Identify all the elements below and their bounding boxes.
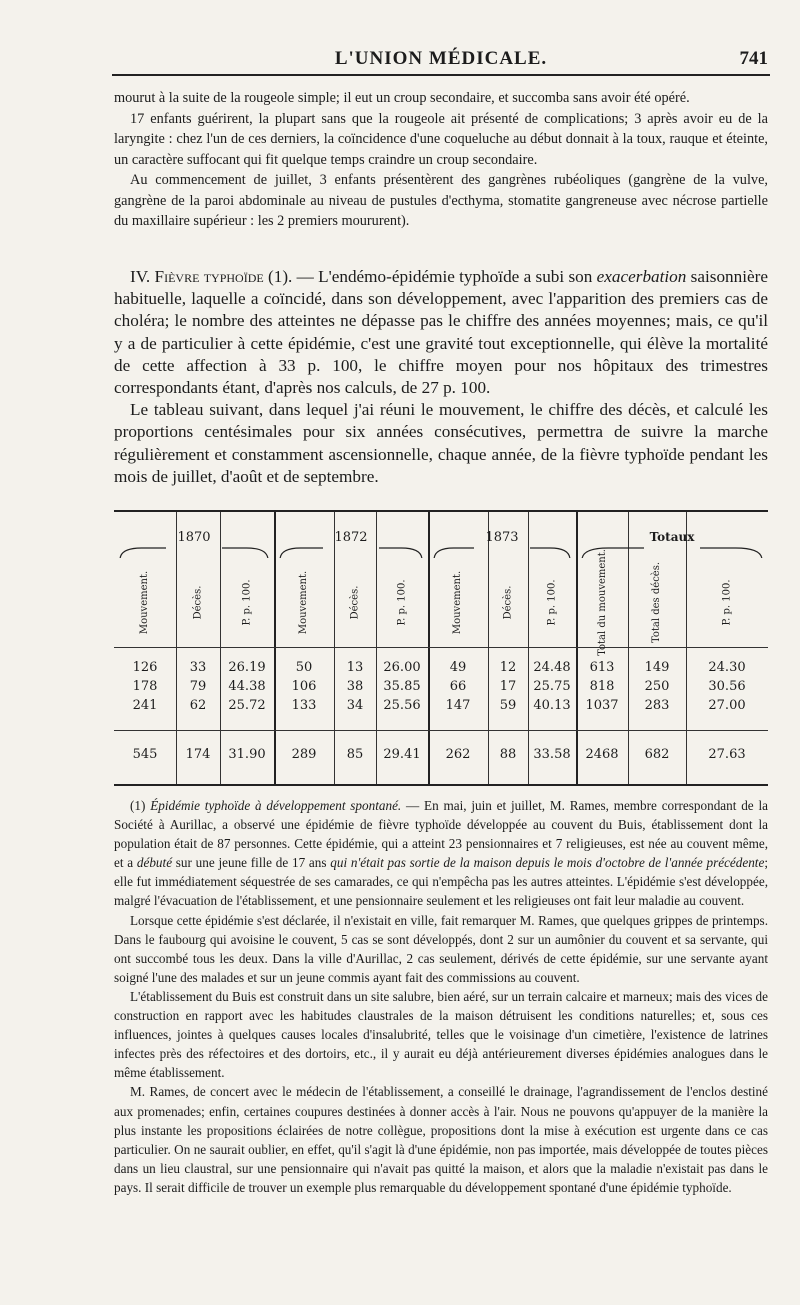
column-header [274, 560, 334, 644]
column-header [528, 560, 576, 644]
table-cell: 26.00 [383, 660, 421, 675]
table-cell: 33 [189, 660, 207, 675]
column-header-label: Décès. [349, 585, 361, 619]
table-cell: 35.85 [383, 679, 421, 694]
section-number: IV. [130, 267, 151, 286]
table-cell: 79 [189, 679, 207, 694]
running-header [112, 44, 770, 76]
footnote-ref: (1). [268, 267, 293, 286]
total-cell: 31.90 [228, 747, 266, 762]
journal-title: L'UNION MÉDICALE. [334, 48, 548, 69]
brace [279, 534, 423, 558]
column-header [488, 560, 528, 644]
brace [433, 534, 571, 558]
table-cell: 613 [589, 660, 615, 675]
footnote [114, 796, 768, 911]
table-cell: 147 [445, 698, 471, 713]
footnote-paragraph: Lorsque cette épidémie s'est déclarée, il n'existait en ville, fait remarquer M. Rames, que quelques grippes de printemps. Dans le faubourg qui avoisine le couvent, 5 cas se sont développés, dont 2 sur un aumônier du couvent et sa servante, qui ont succombé tous les deux. Dans la ville d'Aurillac, 2 cas seulement, dérivés de cette épidémie, sur une servante ayant soigné l'une des malades et sur un jeune commis ayant fait des commissions au couvent. [114, 912, 768, 985]
table-cell: 250 [644, 679, 670, 694]
footnote-paragraph: M. Rames, de concert avec le médecin de l'établissement, a conseillé le drainage, l'agrandissement de l'enclos destiné aux promenades; enfin, certaines coupures destinées à donner accès à l'air. Nous ne pouvons qu'appuyer de la manière la plus instante les propositions éclairées de notre collègue, propositions dont la mise à exécution est urgente dans ce cas particulier. On ne saurait oublier, en effet, qu'il s'agit là d'une épidémie, non pas importée, mais développée de toutes pièces dans un lieu claustral, sur une pensionnaire qui n'avait pas quitté la maison, et alors que la maladie n'existait pas dans le pays. Il serait difficile de trouver un exemple plus remarquable du développement spontané d'une épidémie typhoïde. [114, 1084, 768, 1195]
footnote-title: Épidémie typhoïde à développement spontané. [150, 798, 402, 813]
row-rule [114, 647, 768, 648]
year-header: Totaux [649, 530, 695, 544]
table-cell: 25.75 [533, 679, 571, 694]
section-typhoid [114, 266, 768, 488]
section-heading: Fièvre typhoïde [154, 267, 264, 286]
total-cell: 33.58 [533, 747, 571, 762]
column-header-label: P. p. 100. [546, 578, 558, 626]
table-cell: 25.56 [383, 698, 421, 713]
column-header-label: Mouvement. [139, 570, 151, 634]
footnote-paragraph: L'établissement du Buis est construit dans un site salubre, bien aéré, sur un terrain calcaire et marneux; mais des vices de construction en rapport avec les habitudes claustrales de la maison détruisent les conditions naturelles; et, sous ces influences, jointes à quelques causes locales d'insalubrité, telles que le voisinage d'un cimetière, l'existence de latrines infectes près des réfectoires et des dortoirs, etc., il y aurait eu déjà antérieurement diverses épidémies analogues dans le même établissement. [114, 988, 768, 1081]
total-cell: 682 [644, 747, 670, 762]
italic-term: exacerbation [596, 267, 687, 286]
column-header [428, 560, 488, 644]
column-rule [428, 512, 430, 784]
column-header-label: Mouvement. [452, 570, 464, 634]
column-header-label: P. p. 100. [241, 578, 253, 626]
footnote-italic: débuté [136, 855, 173, 871]
table-cell: 818 [589, 679, 615, 694]
column-header [686, 560, 768, 644]
table-cell: 241 [132, 698, 158, 713]
column-rule [576, 512, 578, 784]
table-cell: 44.38 [228, 679, 266, 694]
section-paragraph: Le tableau suivant, dans lequel j'ai réuni le mouvement, le chiffre des décès, et calculé les proportions centésimales pour six années consécutives, permettra de suivre la marche régulièrement et constamment ascensionnelle, chaque année, de la fièvre typhoïde pendant les mois de juillet, d'août et de septembre. [114, 400, 768, 486]
column-header [220, 560, 274, 644]
table-cell: 25.72 [228, 698, 266, 713]
table-cell: 283 [644, 698, 670, 713]
column-header-label: Mouvement. [298, 570, 310, 634]
total-cell: 174 [185, 747, 211, 762]
table-cell: 34 [346, 698, 364, 713]
table-cell: 27.00 [708, 698, 746, 713]
section-lead: — L'endémo-épidémie typhoïde a subi son [292, 267, 597, 286]
column-header [576, 548, 628, 656]
footnote-label: (1) [130, 798, 151, 813]
footnote-italic: qui n'était pas sortie de la maison depuis le mois d'octobre de l'année précédente [330, 855, 765, 871]
column-header-label: P. p. 100. [721, 578, 733, 626]
table-cell: 133 [291, 698, 317, 713]
footnote-text: sur une jeune fille de 17 ans [172, 855, 331, 871]
column-header-label: Total des décès. [651, 561, 663, 643]
table-cell: 178 [132, 679, 158, 694]
brace [581, 534, 763, 558]
table-cell: 24.48 [533, 660, 571, 675]
table-cell: 50 [295, 660, 313, 675]
column-header-label: Total du mouvement. [596, 548, 608, 656]
table-cell: 17 [499, 679, 517, 694]
row-rule [114, 730, 768, 731]
table-cell: 59 [499, 698, 517, 713]
total-cell: 29.41 [383, 747, 421, 762]
column-header [114, 560, 176, 644]
table-cell: 106 [291, 679, 317, 694]
year-header: 1873 [485, 530, 519, 545]
footnote-text: ; elle fut immédiatement séquestrée de ses camarades, ce qui n'empêcha pas les autres atteintes. L'épidémie s'est développée, malgré l'évacuation de l'établissement, et une pensionnaire seulement et les religieuses ont fait leur maladie au couvent. [114, 855, 768, 909]
table-cell: 26.19 [228, 660, 266, 675]
table-cell: 30.56 [708, 679, 746, 694]
brace [119, 534, 269, 558]
total-cell: 85 [346, 747, 364, 762]
page-number: 741 [739, 48, 768, 69]
table-cell: 12 [499, 660, 517, 675]
column-header [176, 560, 220, 644]
total-cell: 2468 [585, 747, 619, 762]
table-cell: 24.30 [708, 660, 746, 675]
table-cell: 62 [189, 698, 207, 713]
column-header-label: P. p. 100. [396, 578, 408, 626]
paragraph: mourut à la suite de la rougeole simple; il eut un croup secondaire, et succomba sans avoir été opéré. [114, 90, 690, 106]
total-cell: 88 [499, 747, 517, 762]
table-cell: 66 [449, 679, 467, 694]
table-cell: 1037 [585, 698, 619, 713]
table-cell: 49 [449, 660, 467, 675]
footnotes [114, 796, 768, 1197]
footnote-text: — En mai, juin et juillet, M. Rames, membre correspondant de la Société à Aurillac, a observé une épidémie de fièvre typhoïde développée au couvent du Buis, établissement dont la population était de 87 personnes. Cette épidémie, qui a atteint 23 pensionnaires et 7 religieuses, est née au couvent même, et a [114, 798, 768, 871]
year-header: 1870 [177, 530, 211, 545]
total-cell: 289 [291, 747, 317, 762]
section-text: saisonnière habituelle, laquelle a coïncidé, dans son développement, avec l'apparition des premiers cas de choléra; le nombre des atteintes ne dépasse pas le chiffre des années moyennes; mais, ce qu'il y a de particulier à cette épidémie, c'est une gravité tout exceptionnelle, qui élève la mortalité de cette affection à 33 p. 100, le chiffre moyen pour nos hôpitaux des trimestres correspondants étant, d'après nos calculs, de 27 p. 100. [114, 267, 768, 398]
column-header [628, 560, 686, 644]
column-header-label: Décès. [502, 585, 514, 619]
section-paragraph [114, 266, 768, 399]
year-header: 1872 [334, 530, 368, 545]
column-header [376, 560, 428, 644]
table-cell: 13 [346, 660, 364, 675]
paragraph: 17 enfants guérirent, la plupart sans que la rougeole ait présenté de complications; 3 après avoir eu de la laryngite : chez l'un de ces derniers, la coïncidence d'une coqueluche au début donnait à la toux, rauque et éteinte, un caractère suffocant qui fit quelque temps craindre un croup secondaire. [114, 110, 768, 168]
opening-paragraphs [114, 88, 768, 232]
table-cell: 38 [346, 679, 364, 694]
total-cell: 27.63 [708, 747, 746, 762]
mortality-table [114, 510, 768, 786]
column-header-label: Décès. [192, 585, 204, 619]
table-cell: 126 [132, 660, 158, 675]
column-header [334, 560, 376, 644]
paragraph: Au commencement de juillet, 3 enfants présentèrent des gangrènes rubéoliques (gangrène de la vulve, gangrène de la paroi abdominale au niveau de pustules d'ecthyma, stomatite gangreneuse avec nécrose partielle du maxillaire supérieur : les 2 premiers moururent). [114, 172, 768, 229]
table-cell: 149 [644, 660, 670, 675]
column-rule [274, 512, 276, 784]
total-cell: 545 [132, 747, 158, 762]
table-cell: 40.13 [533, 698, 571, 713]
total-cell: 262 [445, 747, 471, 762]
